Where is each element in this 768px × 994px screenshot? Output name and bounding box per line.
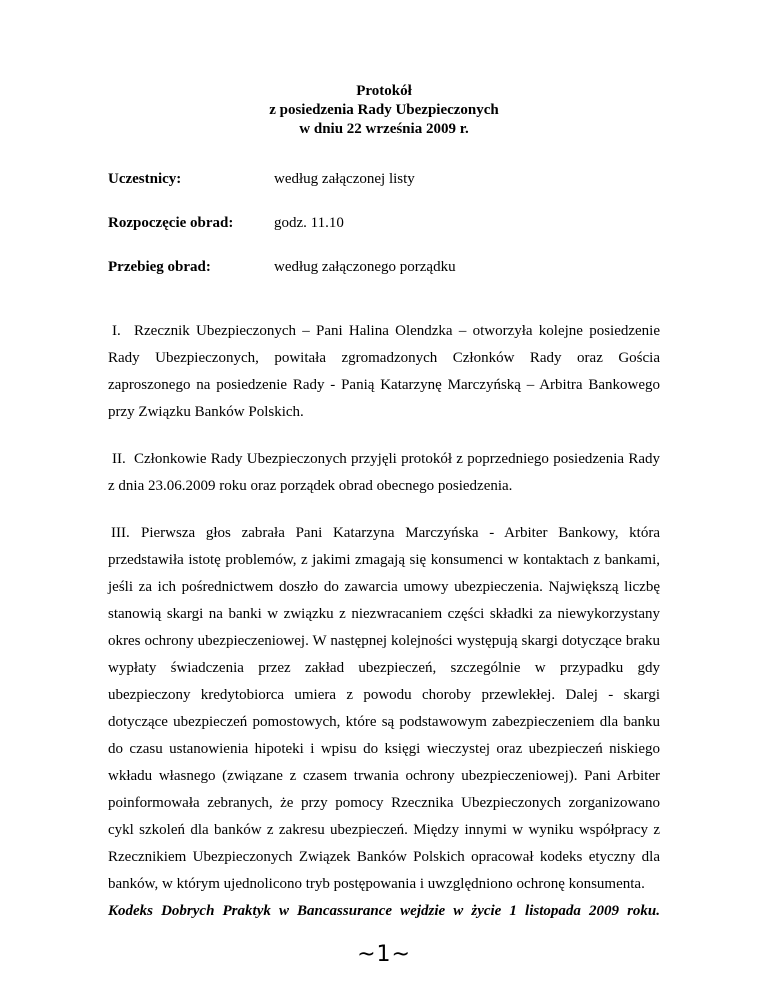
agenda-row [108,257,668,301]
page-number: ~1~ [357,942,411,967]
agenda-label: Przebieg obrad: [108,259,211,275]
participants-label: Uczestnicy: [108,171,182,187]
title-line-3: w dniu 22 września 2009 r. [299,121,469,137]
start-time-row [108,213,668,257]
protocol-body [108,318,660,925]
participants-row [108,169,668,213]
start-time-value: godz. 11.10 [274,215,344,231]
paragraph-1-text: Rzecznik Ubezpieczonych – Pani Halina Olendzka – otworzyła kolejne posiedzenie Rady Ubezpieczonych, powitała zgromadzonych Członków Rady oraz Gościa zaproszonego na posiedzenie Rady - Panią Katarzynę Marczyńską – Arbitra Bankowego przy Związku Banków Polskich. [108,323,660,420]
start-time-label: Rozpoczęcie obrad: [108,215,234,231]
document-title [0,82,768,139]
paragraph-2-text: Członkowie Rady Ubezpieczonych przyjęli protokół z poprzedniego posiedzenia Rady z dnia 23.06.2009 roku oraz porządek obrad obecnego posiedzenia. [108,451,660,494]
participants-value: według załączonej listy [274,171,415,187]
paragraph-2 [108,446,660,500]
paragraph-3-text: Pierwsza głos zabrała Pani Katarzyna Marczyńska - Arbiter Bankowy, która przedstawiła istotę problemów, z jakimi zmagają się konsumenci w kontaktach z bankami, jeśli za ich pośrednictwem doszło do zawarcia umowy ubezpieczenia. Największą liczbę stanowią skargi na banki w związku z niezwracaniem części składki za niewykorzystany okres ochrony ubezpieczeniowej. W następnej kolejności występują skargi dotyczące braku wypłaty świadczenia przez zakład ubezpieczeń, szczególnie w przypadku gdy ubezpieczony kredytobiorca umiera z powodu choroby przewlekłej. Dalej - skargi dotyczące ubezpieczeń pomostowych, które są podstawowym zabezpieczeniem dla banku do czasu ustanowienia hipoteki i wpisu do księgi wieczystej oraz ubezpieczeń niskiego wkładu własnego (związane z czasem trwania ochrony ubezpieczeniowej). Pani Arbiter poinformowała zebranych, że przy pomocy Rzecznika Ubezpieczonych zorganizowano cykl szkoleń dla banków z zakresu ubezpieczeń. Między innymi w wyniku współpracy z Rzecznikiem Ubezpieczonych Związek Banków Polskich opracował kodeks etyczny dla banków, w którym ujednolicono tryb postępowania i uwzględniono ochronę konsumenta. [108,525,660,892]
paragraph-3-number: III. [111,525,130,541]
paragraph-2-number: II. [112,451,126,467]
title-line-1: Protokół [356,83,412,99]
paragraph-1-number: I. [112,323,121,339]
paragraph-3 [108,520,660,925]
agenda-value: według załączonego porządku [274,259,456,275]
title-line-2: z posiedzenia Rady Ubezpieczonych [269,102,499,118]
paragraph-3-emphasis: Kodeks Dobrych Praktyk w Bancassurance wejdzie w życie 1 listopada 2009 roku. [108,903,660,919]
meeting-info [108,169,668,301]
paragraph-1 [108,318,660,426]
